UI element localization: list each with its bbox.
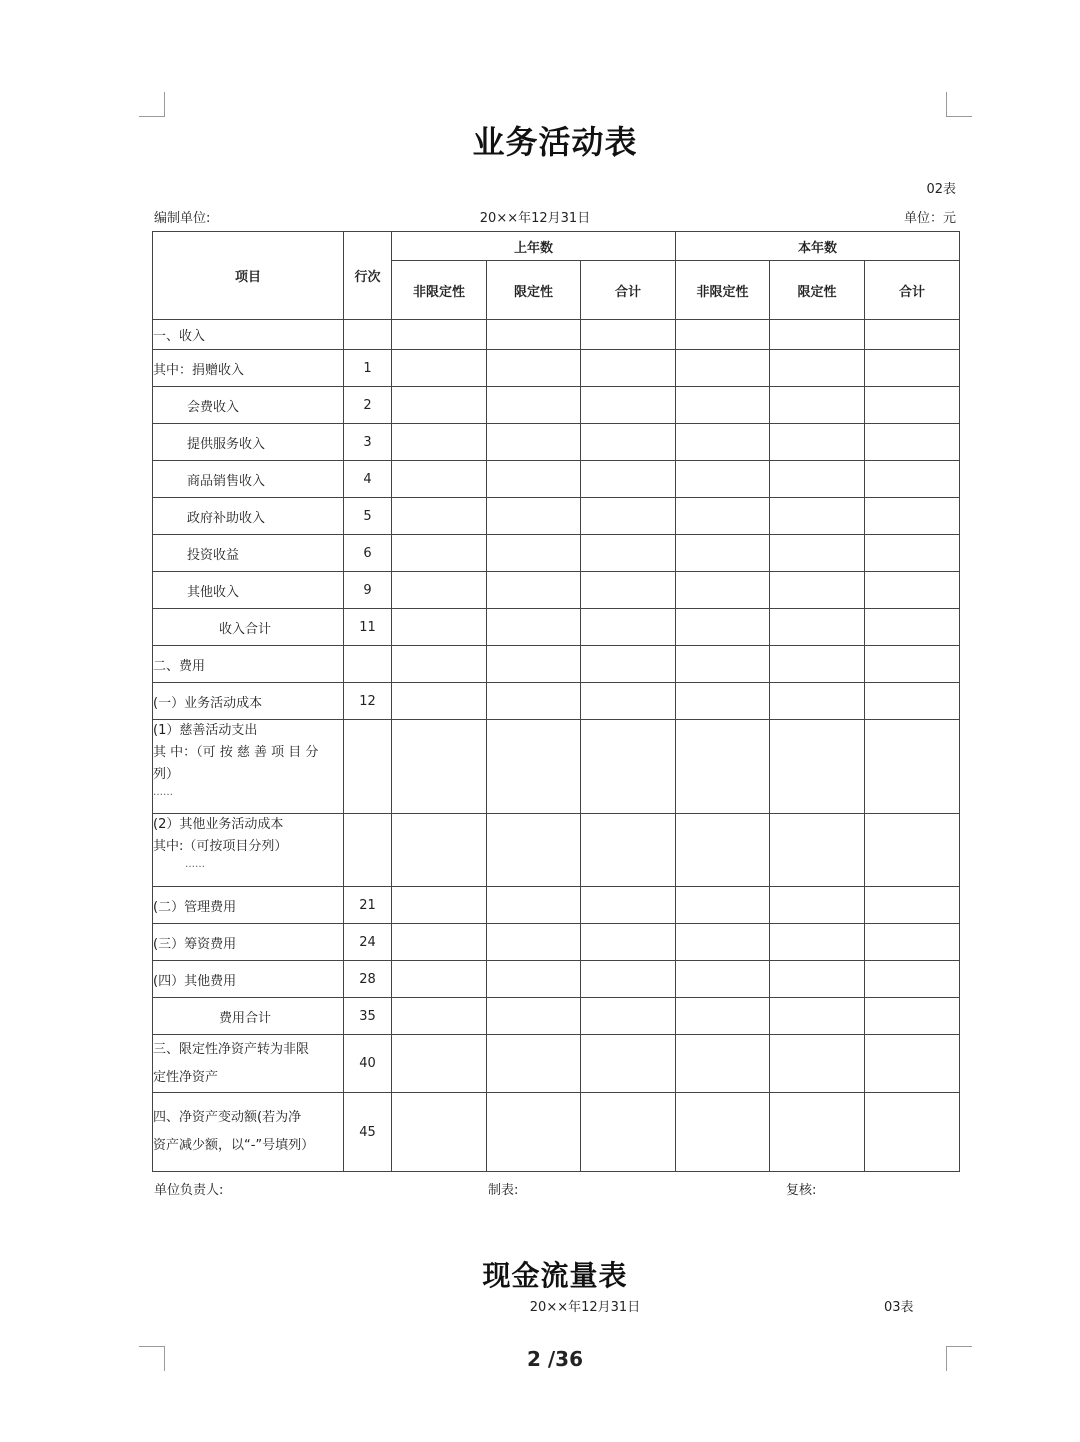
page-total: /36 — [547, 1347, 584, 1371]
table-row — [153, 887, 960, 924]
row-label-ellipsis: …… — [185, 859, 205, 870]
row-number: 35 — [344, 998, 392, 1035]
table-row — [153, 814, 960, 887]
row-number: 9 — [344, 572, 392, 609]
row-label-multiline — [153, 720, 344, 814]
row-number: 11 — [344, 609, 392, 646]
row-number — [344, 646, 392, 683]
row-label-line: (1）慈善活动支出 — [153, 723, 258, 738]
table-row — [153, 350, 960, 387]
crop-mark-bottom-left — [139, 1346, 165, 1371]
table-row — [153, 998, 960, 1035]
table-row — [153, 646, 960, 683]
next-section-title: 现金流量表 — [482, 1259, 628, 1292]
row-label-line: 资产减少额，以“-”号填列） — [153, 1138, 315, 1153]
row-number: 1 — [344, 350, 392, 387]
row-label: 其中：捐赠收入 — [153, 350, 344, 387]
header-curr-restricted: 限定性 — [770, 261, 865, 320]
next-section-date: 20××年12月31日 — [529, 1300, 641, 1315]
header-curr-year: 本年数 — [676, 232, 960, 261]
crop-mark-top-left — [139, 92, 165, 117]
row-number: 6 — [344, 535, 392, 572]
crop-mark-top-right — [946, 92, 972, 117]
table-row — [153, 1093, 960, 1172]
row-number: 40 — [344, 1035, 392, 1093]
row-number: 3 — [344, 424, 392, 461]
header-prev-unrestricted: 非限定性 — [392, 261, 487, 320]
row-label: (一）业务活动成本 — [153, 683, 344, 720]
header-prev-total: 合计 — [581, 261, 676, 320]
row-label-line: 四、净资产变动额(若为净 — [153, 1110, 302, 1125]
row-label-line: 其 中：（可 按 慈 善 项 目 分 — [153, 745, 319, 760]
row-label: 一、收入 — [153, 320, 344, 350]
row-number: 21 — [344, 887, 392, 924]
row-label: 收入合计 — [153, 609, 344, 646]
header-prev-year: 上年数 — [392, 232, 676, 261]
currency-unit: 单位：元 — [903, 211, 956, 226]
row-label: 费用合计 — [153, 998, 344, 1035]
row-label-line: (2）其他业务活动成本 — [153, 817, 284, 832]
row-label: 投资收益 — [153, 535, 344, 572]
page-current: 2 — [526, 1347, 541, 1371]
row-number — [344, 720, 392, 814]
row-label: (二）管理费用 — [153, 887, 344, 924]
table-row — [153, 924, 960, 961]
row-number: 28 — [344, 961, 392, 998]
row-label: (四）其他费用 — [153, 961, 344, 998]
row-number — [344, 320, 392, 350]
table-row — [153, 572, 960, 609]
row-number: 5 — [344, 498, 392, 535]
row-label-line: 定性净资产 — [153, 1069, 219, 1085]
row-number: 45 — [344, 1093, 392, 1172]
row-label-line: 列） — [153, 767, 180, 782]
footer-reviewer: 复核: — [786, 1183, 817, 1198]
report-date: 20××年12月31日 — [479, 211, 591, 226]
page-title: 业务活动表 — [472, 123, 638, 161]
table-row — [153, 461, 960, 498]
row-label: 提供服务收入 — [153, 424, 344, 461]
header-curr-total: 合计 — [865, 261, 960, 320]
header-prev-restricted: 限定性 — [487, 261, 581, 320]
row-label-line: 三、限定性净资产转为非限 — [153, 1041, 310, 1057]
table-row — [153, 683, 960, 720]
org-label: 编制单位: — [154, 211, 211, 226]
header-row-no: 行次 — [344, 232, 392, 320]
page-indicator — [500, 1347, 610, 1371]
row-label-multiline — [153, 1035, 344, 1093]
table-row — [153, 609, 960, 646]
business-activity-table — [152, 231, 960, 1172]
footer-preparer: 制表: — [488, 1183, 519, 1198]
row-number: 4 — [344, 461, 392, 498]
row-number — [344, 814, 392, 887]
table-row — [153, 387, 960, 424]
row-label: 会费收入 — [153, 387, 344, 424]
row-label: 商品销售收入 — [153, 461, 344, 498]
row-number: 24 — [344, 924, 392, 961]
table-row — [153, 1035, 960, 1093]
crop-mark-bottom-right — [946, 1346, 972, 1371]
row-label: (三）筹资费用 — [153, 924, 344, 961]
next-section-form-number: 03表 — [884, 1300, 914, 1315]
header-item: 项目 — [153, 232, 344, 320]
row-number: 12 — [344, 683, 392, 720]
row-number: 2 — [344, 387, 392, 424]
row-label-multiline — [153, 814, 344, 887]
row-label: 其他收入 — [153, 572, 344, 609]
table-row — [153, 535, 960, 572]
header-curr-unrestricted: 非限定性 — [676, 261, 770, 320]
row-label-multiline — [153, 1093, 344, 1172]
table-row — [153, 424, 960, 461]
table-row — [153, 961, 960, 998]
table-row — [153, 320, 960, 350]
row-label-ellipsis: …… — [153, 787, 173, 798]
row-label: 政府补助收入 — [153, 498, 344, 535]
table-row — [153, 498, 960, 535]
row-label-line: 其中:（可按项目分列） — [153, 839, 288, 854]
form-number: 02表 — [926, 182, 956, 197]
row-label: 二、费用 — [153, 646, 344, 683]
table-row — [153, 720, 960, 814]
footer-leader: 单位负责人: — [154, 1183, 224, 1198]
